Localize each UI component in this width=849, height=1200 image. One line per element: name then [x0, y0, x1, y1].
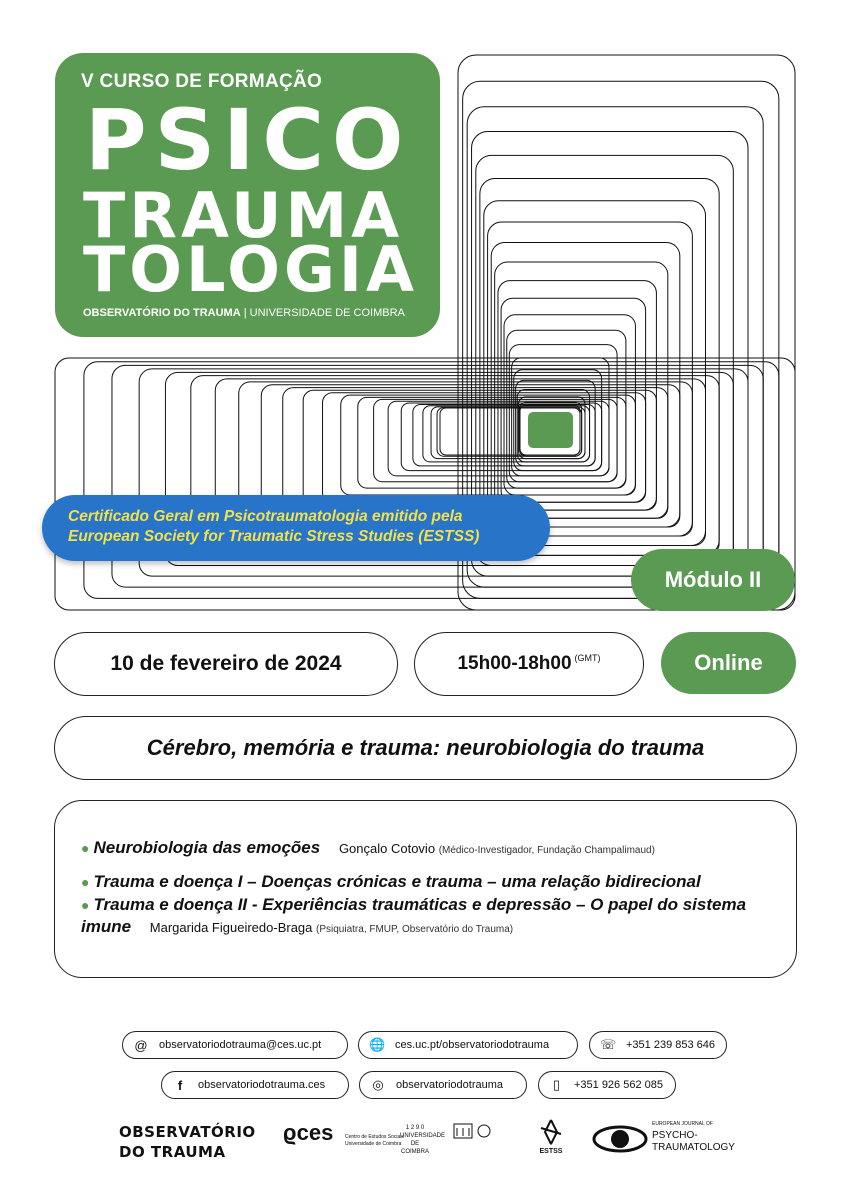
module-badge: Módulo II: [631, 549, 795, 611]
speaker-name: Gonçalo Cotovio: [338, 841, 436, 856]
ces-wordmark: ϱces: [283, 1120, 334, 1145]
maze-ring: [507, 330, 626, 488]
globe-icon: 🌐: [369, 1037, 386, 1052]
uc-year: 1 2 9 0: [405, 1125, 425, 1131]
estss-logo: [536, 1118, 566, 1155]
program-box: [54, 800, 797, 978]
maze-ring-left: [374, 399, 617, 481]
ces-logo: [283, 1120, 404, 1147]
org-name: OBSERVATÓRIO DO TRAUMA: [83, 307, 241, 319]
facebook-text: observatoriodotrauma.ces: [198, 1079, 326, 1091]
ejpt-emblem: [592, 1122, 648, 1161]
estss-figure-icon: [536, 1118, 566, 1146]
topic-title: Neurobiologia das emoções: [93, 838, 321, 857]
at-icon: @: [134, 1037, 148, 1053]
timezone-label: (GMT): [574, 653, 601, 663]
uc-name: UNIVERSIDADE DE COIMBRA: [400, 1133, 446, 1155]
facebook-icon: f: [177, 1077, 183, 1093]
bullet-icon: ●: [81, 840, 90, 856]
time-text: 15h00-18h00: [457, 653, 572, 674]
ejpt-line1: PSYCHO-: [652, 1130, 698, 1141]
phone-contact-2[interactable]: [538, 1071, 676, 1099]
unesco-emblem-icon: [452, 1122, 512, 1146]
maze-ring: [484, 201, 706, 546]
ces-text: ces: [296, 1120, 334, 1145]
speaker: [339, 841, 655, 856]
speaker-name: Margarida Figueiredo-Braga: [149, 920, 313, 935]
program-item-3: [81, 894, 781, 940]
title-card: [55, 53, 440, 337]
program-item-2: [81, 871, 701, 893]
title-psico: PSICO: [85, 91, 412, 189]
format-badge: Online: [661, 632, 796, 694]
maze-center-block: [528, 412, 573, 448]
title-trauma: TRAUMA: [83, 179, 404, 252]
certificate-text: Certificado Geral em Psicotraumatologia emitido pela European Society for Traumatic Stress Studies (ESTSS): [68, 508, 480, 545]
speaker: [150, 920, 513, 935]
speaker-affiliation: (Psiquiatra, FMUP, Observatório do Trauma): [316, 924, 514, 935]
university-name: | UNIVERSIDADE DE COIMBRA: [243, 307, 405, 319]
website-contact[interactable]: [358, 1031, 578, 1059]
website-text: ces.uc.pt/observatoriodotrauma: [395, 1039, 550, 1051]
maze-ring-left: [388, 401, 609, 476]
ejpt-line2: TRAUMATOLOGY: [652, 1142, 735, 1153]
topic-title: Trauma e doença II - Experiências traumáticas e depressão – O papel do sistema imune: [81, 895, 747, 936]
ejpt-logo: [652, 1118, 735, 1154]
phone-icon: ☏: [600, 1037, 617, 1052]
title-footer: [83, 307, 405, 319]
topic-title: Trauma e doença I – Doenças crónicas e trauma – uma relação bidirecional: [93, 872, 701, 891]
title-tologia: TOLOGIA: [83, 233, 418, 306]
ces-subtitle: Centro de Estudos Sociais Universidade de Coimbra: [345, 1134, 404, 1147]
observatorio-logo: [119, 1122, 256, 1162]
uc-logo: [400, 1124, 446, 1156]
instagram-text: observatoriodotrauma: [396, 1079, 504, 1091]
instagram-icon: ◎: [372, 1077, 384, 1092]
course-label: V CURSO DE FORMAÇÃO: [81, 71, 323, 92]
certificate-banner: [42, 495, 550, 561]
mobile-icon: ▯: [552, 1077, 561, 1092]
logos-row: [0, 1110, 849, 1170]
program-item-1: [81, 837, 655, 861]
logo-ot-line1: OBSERVATÓRIO: [119, 1123, 256, 1141]
bullet-icon: ●: [81, 874, 90, 890]
phone2-text: +351 926 562 085: [573, 1079, 663, 1091]
date-pill: 10 de fevereiro de 2024: [54, 632, 398, 696]
speaker-affiliation: (Médico-Investigador, Fundação Champalimaud): [438, 845, 655, 856]
maze-ring-left: [358, 397, 626, 488]
unesco-logo: [452, 1122, 512, 1146]
phone-contact-1[interactable]: [589, 1031, 727, 1059]
theme-pill: Cérebro, memória e trauma: neurobiologia do trauma: [54, 716, 797, 780]
phone1-text: +351 239 853 646: [626, 1039, 716, 1051]
email-text: observatoriodotrauma@ces.uc.pt: [159, 1039, 322, 1051]
facebook-contact[interactable]: [161, 1071, 349, 1099]
email-contact[interactable]: [122, 1031, 348, 1059]
ejpt-small: EUROPEAN JOURNAL OF: [652, 1121, 713, 1127]
instagram-contact[interactable]: [359, 1071, 527, 1099]
estss-text: ESTSS: [539, 1148, 563, 1155]
bullet-icon: ●: [81, 897, 90, 913]
logo-ot-line2: DO TRAUMA: [119, 1143, 226, 1161]
time-pill: [414, 632, 644, 696]
eye-brain-icon: [592, 1122, 648, 1156]
